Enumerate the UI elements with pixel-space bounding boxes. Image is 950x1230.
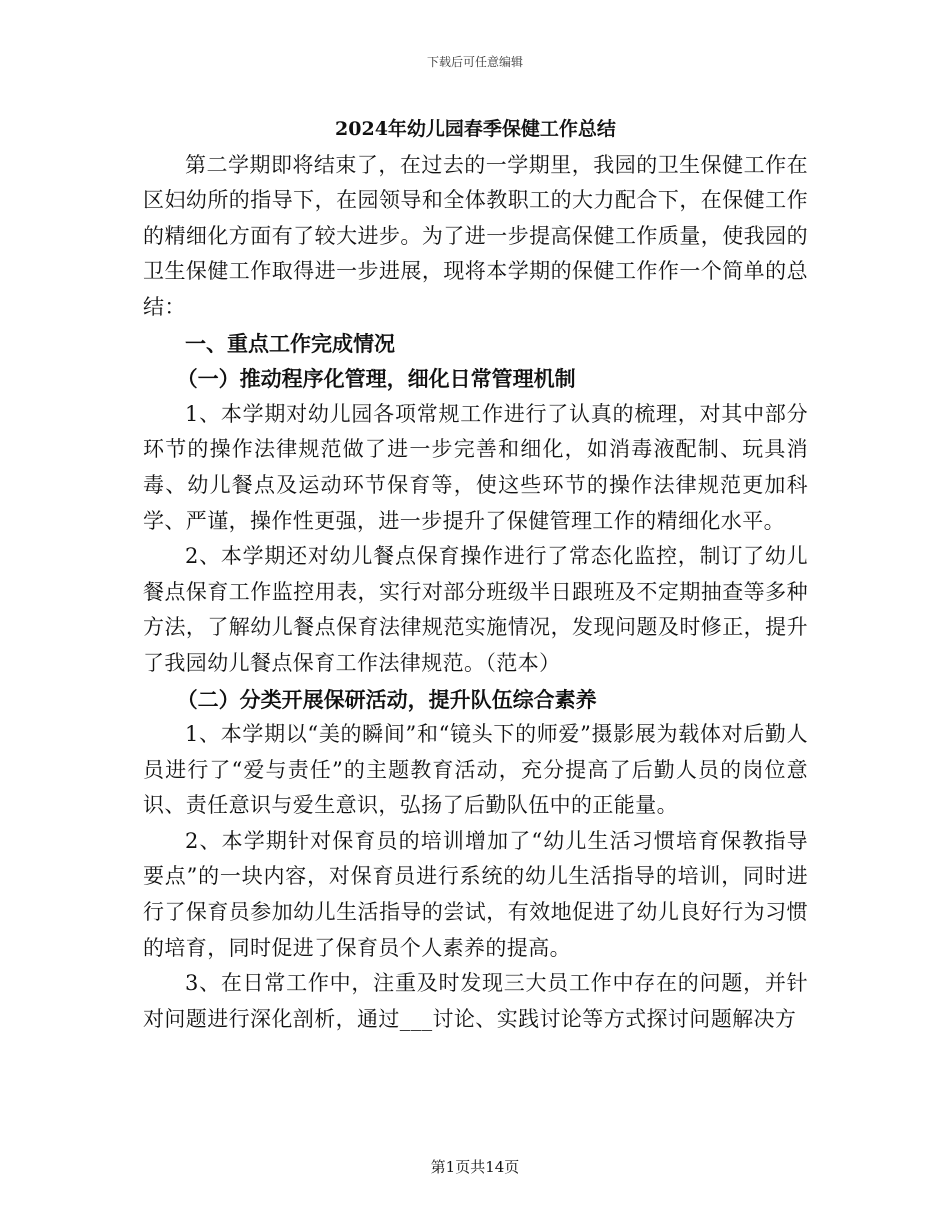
- page-number: 第1页共14页: [430, 1158, 520, 1176]
- paragraph: 2、本学期还对幼儿餐点保育操作进行了常态化监控，制订了幼儿餐点保育工作监控用表，实行对部分班级半日跟班及不定期抽查等多种方法，了解幼儿餐点保育法律规范实施情况，发现问题及时修正，提升了我园幼儿餐点保育工作法律规范。（范本）: [143, 544, 808, 675]
- header-note: 下载后可任意编辑: [426, 55, 523, 69]
- document-body: [143, 112, 808, 1037]
- section-heading: 一、重点工作完成情况: [185, 330, 395, 356]
- paragraph: 1、本学期以“美的瞬间”和“镜头下的师爱”摄影展为载体对后勤人员进行了“爱与责任”的主题教育活动，充分提高了后勤人员的岗位意识、责任意识与爱生意识，弘扬了后勤队伍中的正能量。: [143, 722, 808, 818]
- document-title: 2024年幼儿园春季保健工作总结: [335, 118, 616, 140]
- paragraph: 1、本学期对幼儿园各项常规工作进行了认真的梳理，对其中部分环节的操作法律规范做了进一步完善和细化，如消毒液配制、玩具消毒、幼儿餐点及运动环节保育等，使这些环节的操作法律规范更加科学、严谨，操作性更强，进一步提升了保健管理工作的精细化水平。: [143, 401, 808, 533]
- paragraph: 2、本学期针对保育员的培训增加了“幼儿生活习惯培育保教指导要点”的一块内容，对保育员进行系统的幼儿生活指导的培训，同时进行了保育员参加幼儿生活指导的尝试，有效地促进了幼儿良好行为习惯的培育，同时促进了保育员个人素养的提高。: [143, 828, 808, 960]
- intro-paragraph: 第二学期即将结束了，在过去的一学期里，我园的卫生保健工作在区妇幼所的指导下，在园领导和全体教职工的大力配合下，在保健工作的精细化方面有了较大进步。为了进一步提高保健工作质量，使我园的卫生保健工作取得进一步进展，现将本学期的保健工作作一个简单的总结：: [143, 152, 808, 319]
- subsection-heading: （二）分类开展保研活动，提升队伍综合素养: [176, 686, 597, 712]
- subsection-heading: （一）推动程序化管理，细化日常管理机制: [176, 366, 576, 392]
- paragraph: 3、在日常工作中，注重及时发现三大员工作中存在的问题，并针对问题进行深化剖析，通过___讨论、实践讨论等方式探讨问题解决方: [143, 971, 808, 1031]
